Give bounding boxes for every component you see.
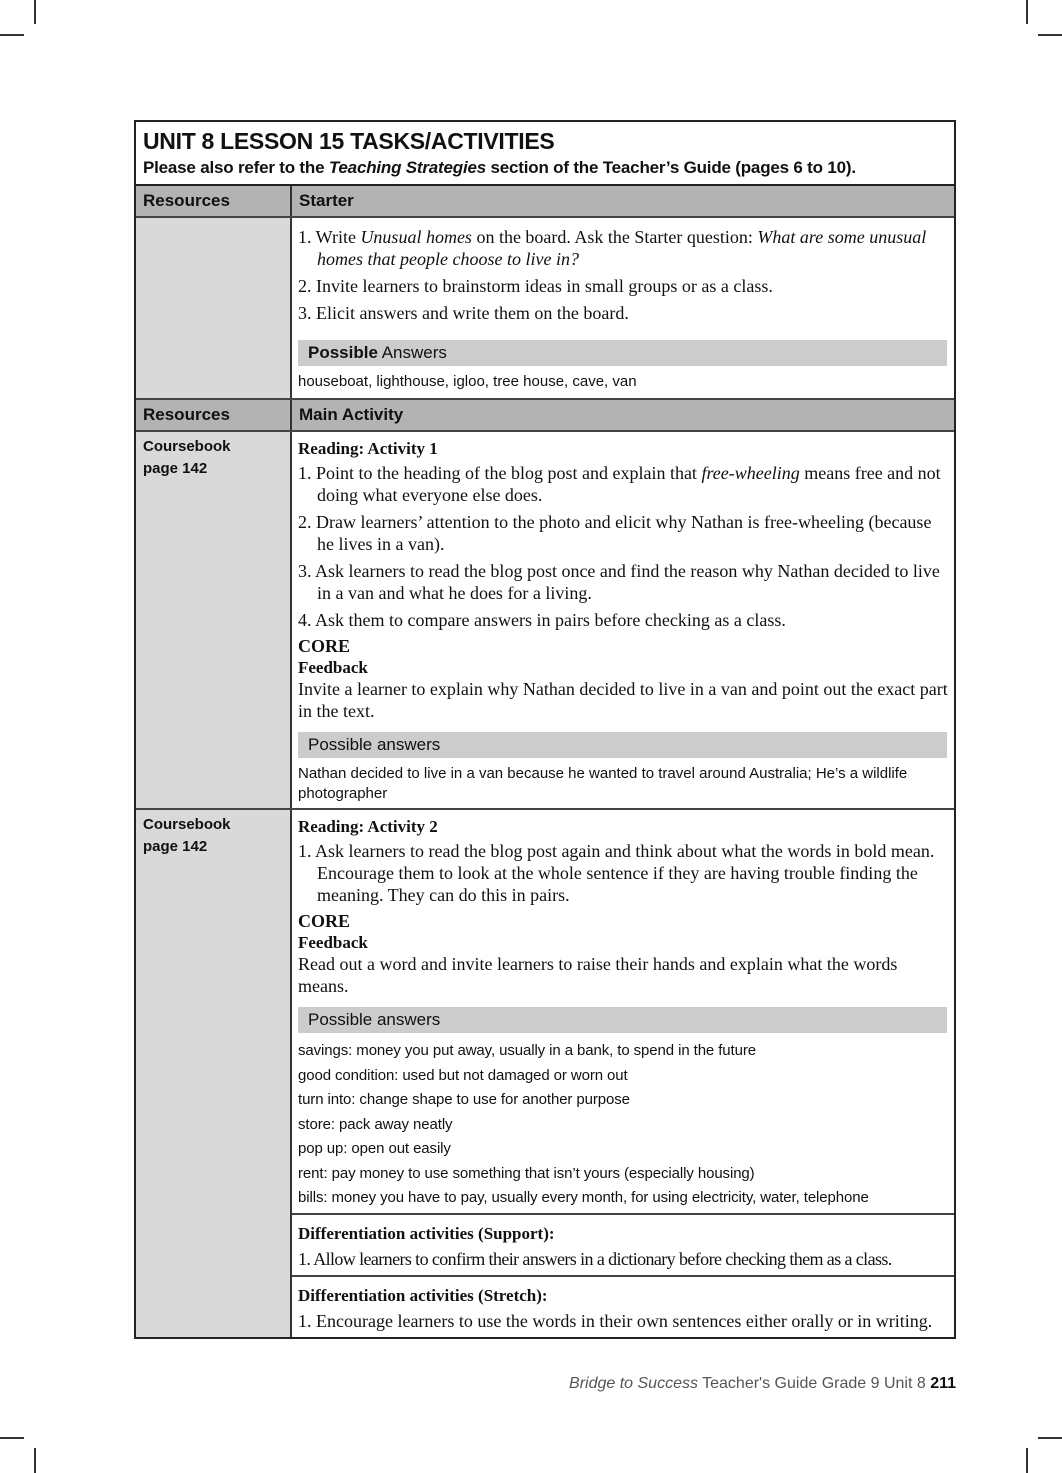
activity-1-row xyxy=(136,430,954,808)
possible-answers-bar: Possible answers xyxy=(298,732,947,758)
main-activity-header-row xyxy=(136,398,954,430)
crop-mark-bottom-left-v xyxy=(34,1448,36,1473)
item-text: means free and not doing what everyone else does. xyxy=(317,463,941,505)
page-number: 211 xyxy=(930,1375,956,1392)
answer-turn-into: turn into: change shape to use for another purpose xyxy=(298,1091,630,1108)
book-title: Bridge to Success xyxy=(569,1375,698,1392)
crop-mark-bottom-right-v xyxy=(1026,1448,1028,1473)
item-text: 1. Point to the heading of the blog post and explain that xyxy=(298,463,702,483)
lesson-plan-table xyxy=(134,120,956,1339)
feedback-label: Feedback xyxy=(298,658,368,677)
activity-1-item-1 xyxy=(298,462,948,506)
possible-answers-bar: Possible answers xyxy=(298,1007,947,1033)
starter-content xyxy=(292,218,954,398)
crop-mark-top-right-v xyxy=(1026,0,1028,24)
item-text: on the board. Ask the Starter question: xyxy=(471,227,758,247)
activity-1-heading: Reading: Activity 1 xyxy=(298,439,438,458)
title-block xyxy=(136,122,954,186)
answer-savings: savings: money you put away, usually in a bank, to spend in the future xyxy=(298,1042,757,1059)
resource-line: page 142 xyxy=(143,460,208,477)
possible-answers-text: Nathan decided to live in a van because he wanted to travel around Australia; He’s a wildlife photographer xyxy=(298,765,908,802)
answer-rent: rent: pay money to use something that isn’t yours (especially housing) xyxy=(298,1164,755,1182)
resources-header: Resources xyxy=(136,186,292,216)
item-emphasis: free-wheeling xyxy=(701,463,800,483)
starter-header-row xyxy=(136,186,954,216)
starter-item-1 xyxy=(298,226,948,270)
crop-mark-bottom-left-h xyxy=(0,1437,24,1439)
starter-row xyxy=(136,216,954,398)
activity-1-content xyxy=(292,432,954,808)
feedback-text: Invite a learner to explain why Nathan decided to live in a van and point out the exact part in the text. xyxy=(298,679,948,721)
activity-2-content xyxy=(292,810,954,1337)
answer-pop-up: pop up: open out easily xyxy=(298,1140,451,1157)
item-text: Write xyxy=(311,227,361,247)
activity-1-item-2: 2. Draw learners’ attention to the photo and elicit why Nathan is free-wheeling (because he lives in a van). xyxy=(298,512,932,554)
crop-mark-bottom-right-h xyxy=(1038,1437,1062,1439)
answer-bills: bills: money you have to pay, usually every month, for using electricity, water, telephone xyxy=(298,1189,869,1206)
crop-mark-top-left-h xyxy=(0,34,24,36)
support-heading: Differentiation activities (Support): xyxy=(298,1223,555,1243)
resource-line: page 142 xyxy=(143,838,208,855)
label-bold: Possible xyxy=(308,343,378,362)
activity-2-resources xyxy=(136,810,292,1337)
support-item: 1. Allow learners to confirm their answers in a dictionary before checking them as a class. xyxy=(298,1248,892,1269)
activity-2-item-1: 1. Ask learners to read the blog post again and think about what the words in bold mean. Encourage them to look at the whole sentence if they are having trouble finding the meaning. They can do this in pairs. xyxy=(298,841,935,905)
page-footer xyxy=(569,1375,956,1393)
possible-answers-list xyxy=(298,1039,948,1211)
answer-good-condition: good condition: used but not damaged or worn out xyxy=(298,1066,628,1084)
starter-header: Starter xyxy=(292,186,954,216)
activity-2-heading: Reading: Activity 2 xyxy=(298,817,438,836)
stretch-heading: Differentiation activities (Stretch): xyxy=(298,1285,548,1305)
subtitle-text-end: section of the Teacher’s Guide (pages 6 to 10). xyxy=(486,158,856,177)
crop-mark-top-right-h xyxy=(1038,34,1062,36)
feedback-label: Feedback xyxy=(298,933,368,952)
resource-line: Coursebook xyxy=(143,816,231,833)
resources-header: Resources xyxy=(136,400,292,430)
page-subtitle xyxy=(143,156,946,180)
activity-1-item-3: 3. Ask learners to read the blog post once and find the reason why Nathan decided to live in a van and what he does for a living. xyxy=(298,561,940,603)
activity-1-item-4: 4. Ask them to compare answers in pairs before checking as a class. xyxy=(298,610,786,630)
item-number: 1. xyxy=(298,227,312,247)
subtitle-emphasis: Teaching Strategies xyxy=(328,158,486,177)
core-label: CORE xyxy=(298,636,351,656)
possible-answers-bar xyxy=(298,340,947,366)
footer-text: Teacher's Guide Grade 9 Unit 8 xyxy=(697,1375,931,1392)
possible-answers-text: houseboat, lighthouse, igloo, tree house, cave, van xyxy=(298,373,637,390)
subtitle-text: Please also refer to the xyxy=(143,158,329,177)
differentiation-stretch xyxy=(292,1275,954,1337)
main-activity-header: Main Activity xyxy=(292,400,954,430)
core-label: CORE xyxy=(298,911,351,931)
differentiation-support xyxy=(292,1213,954,1275)
starter-item-2: 2. Invite learners to brainstorm ideas in small groups or as a class. xyxy=(298,276,773,296)
feedback-text: Read out a word and invite learners to raise their hands and explain what the words means. xyxy=(298,954,898,996)
page-title: UNIT 8 LESSON 15 TASKS/ACTIVITIES xyxy=(143,128,555,154)
activity-1-resources xyxy=(136,432,292,808)
stretch-item: 1. Encourage learners to use the words in their own sentences either orally or in writing. xyxy=(298,1310,933,1331)
crop-mark-top-left-v xyxy=(34,0,36,24)
item-emphasis: Unusual homes xyxy=(360,227,472,247)
starter-resources xyxy=(136,218,292,398)
label-rest: Answers xyxy=(377,343,447,362)
resource-line: Coursebook xyxy=(143,438,231,455)
item-emphasis: What are some unusual homes that people choose to live in? xyxy=(317,227,927,269)
activity-2-row xyxy=(136,808,954,1337)
answer-store: store: pack away neatly xyxy=(298,1115,453,1133)
starter-item-3: 3. Elicit answers and write them on the board. xyxy=(298,303,629,323)
